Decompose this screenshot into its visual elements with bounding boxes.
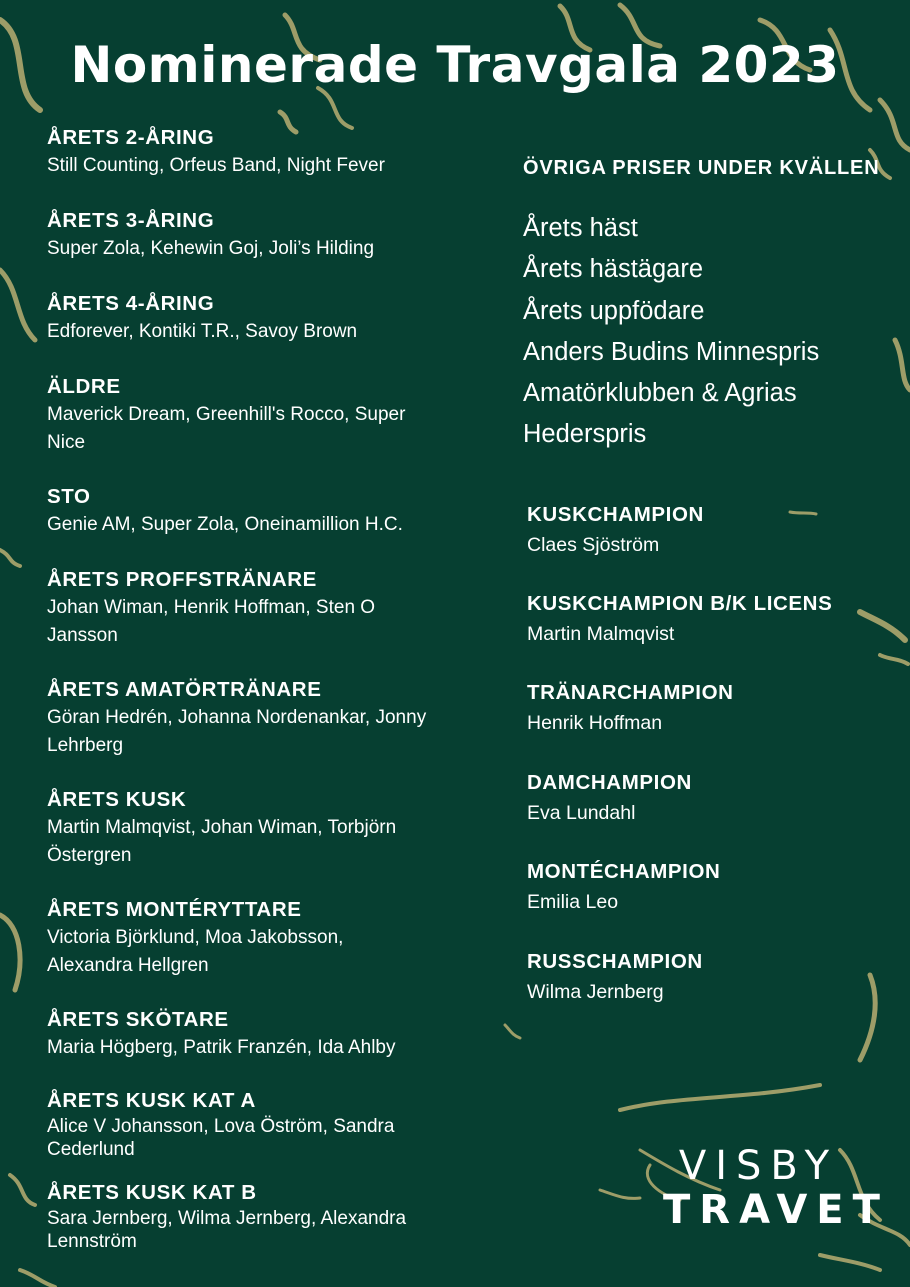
list-item: Årets häst [523, 214, 638, 242]
ribbon [505, 1025, 520, 1038]
category-proffstranare [47, 566, 387, 650]
list-item: Anders Budins Minnespris [523, 337, 820, 366]
category-kusk-kat-a [47, 1087, 477, 1161]
other-prizes [523, 154, 908, 456]
category-title: ÄLDRE [47, 375, 121, 398]
category-kusk-kat-b [47, 1179, 487, 1253]
category-title: ÅRETS 2-ÅRING [47, 126, 215, 149]
ribbon [0, 550, 20, 566]
category-title: ÅRETS SKÖTARE [47, 1008, 229, 1031]
ribbon [10, 1175, 35, 1205]
category-nominees: Göran Hedrén, Johanna Nordenankar, Jonny Lehrberg [47, 707, 427, 756]
category-title: STO [47, 485, 91, 508]
list-item: Årets hästägare [523, 255, 704, 284]
logo-line-visby: VISBY [678, 1143, 839, 1189]
ribbon [318, 88, 352, 128]
other-prizes-list [523, 208, 908, 456]
champion-dam [527, 768, 907, 828]
category-kusk [47, 786, 397, 870]
champion-name: Henrik Hoffman [527, 712, 663, 734]
category-title: ÅRETS 3-ÅRING [47, 209, 215, 232]
ribbon [0, 915, 20, 990]
category-title: ÅRETS KUSK KAT B [47, 1181, 257, 1204]
logo-line-travet: TRAVET [663, 1187, 889, 1233]
champion-name: Wilma Jernberg [527, 981, 664, 1003]
champion-kusk [527, 500, 907, 560]
champion-title: KUSKCHAMPION B/K LICENS [527, 592, 833, 615]
visby-travet-logo [654, 1143, 889, 1233]
category-nominees: Victoria Björklund, Moa Jakobsson, Alexandra Hellgren [47, 927, 344, 976]
champion-name: Emilia Leo [527, 891, 619, 913]
champion-title: DAMCHAMPION [527, 771, 692, 794]
champion-name: Claes Sjöström [527, 534, 660, 556]
category-nominees: Genie AM, Super Zola, Oneinamillion H.C. [47, 514, 403, 535]
category-nominees: Edforever, Kontiki T.R., Savoy Brown [47, 321, 358, 342]
ribbon [20, 1270, 55, 1287]
category-nominees: Super Zola, Kehewin Goj, Joli’s Hilding [47, 238, 375, 259]
category-2-aring [47, 124, 497, 180]
category-nominees: Martin Malmqvist, Johan Wiman, Torbjörn Östergren [47, 817, 397, 866]
champion-name: Eva Lundahl [527, 802, 636, 824]
category-nominees: Still Counting, Orfeus Band, Night Fever [47, 155, 385, 176]
champion-title: TRÄNARCHAMPION [527, 681, 734, 704]
category-nominees: Maria Högberg, Patrik Franzén, Ida Ahlby [47, 1037, 396, 1058]
champion-name: Martin Malmqvist [527, 623, 675, 645]
ribbon [600, 1190, 640, 1198]
category-4-aring [47, 290, 497, 346]
champion-title: MONTÉCHAMPION [527, 860, 721, 883]
champion-tranar [527, 678, 907, 738]
category-aldre [47, 373, 417, 457]
champion-title: RUSSCHAMPION [527, 950, 703, 973]
category-nominees: Maverick Dream, Greenhill's Rocco, Super Nice [47, 404, 406, 453]
list-item: Årets uppfödare [523, 296, 705, 325]
page-title: Nominerade Travgala 2023 [70, 36, 840, 94]
ribbon [880, 100, 910, 150]
category-skotare [47, 1006, 497, 1062]
category-amatortranare [47, 676, 447, 760]
ribbon [820, 1255, 880, 1270]
category-title: ÅRETS MONTÉRYTTARE [47, 898, 302, 921]
champion-kusk-bk-licens [527, 589, 907, 649]
ribbon [620, 1085, 820, 1110]
other-prizes-title: ÖVRIGA PRISER UNDER KVÄLLEN [523, 157, 880, 179]
category-nominees: Alice V Johansson, Lova Öström, Sandra Cederlund [47, 1116, 395, 1160]
category-title: ÅRETS KUSK [47, 788, 187, 811]
category-title: ÅRETS 4-ÅRING [47, 292, 215, 315]
category-nominees: Sara Jernberg, Wilma Jernberg, Alexandra Lennström [47, 1208, 407, 1252]
champion-russ [527, 947, 907, 1007]
champion-monte [527, 857, 907, 917]
category-monteryttare [47, 896, 417, 980]
category-sto [47, 483, 497, 539]
champion-title: KUSKCHAMPION [527, 503, 704, 526]
ribbon [880, 655, 908, 664]
category-title: ÅRETS PROFFSTRÄNARE [47, 568, 317, 591]
category-title: ÅRETS KUSK KAT A [47, 1089, 256, 1112]
list-item: Hederspris [523, 420, 647, 449]
list-item: Amatörklubben & Agrias [523, 379, 797, 408]
ribbon [0, 270, 35, 340]
category-title: ÅRETS AMATÖRTRÄNARE [47, 678, 322, 701]
category-3-aring [47, 207, 497, 263]
category-nominees: Johan Wiman, Henrik Hoffman, Sten O Jansson [47, 597, 376, 646]
